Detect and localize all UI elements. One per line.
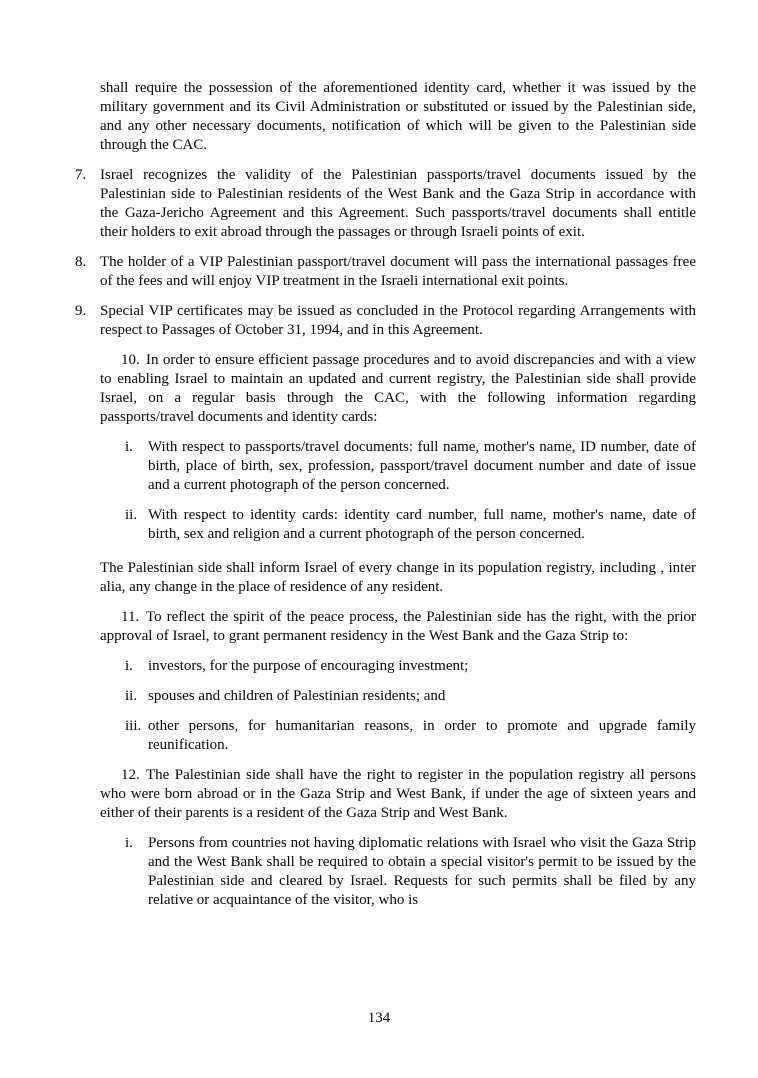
sub-item-number: ii.	[125, 688, 138, 704]
item-text: The holder of a VIP Palestinian passport/travel document will pass the international passages free of the fees and will enjoy VIP treatment in the Israeli international exit points.	[100, 254, 696, 289]
sub-item-text: Persons from countries not having diplomatic relations with Israel who visit the Gaza Strip and the West Bank shall be required to obtain a special visitor's permit to be issued by the Palestinian side and cleared by Israel. Requests for such permits shall be filed by any relative or acquaintance of the visitor, who is	[148, 835, 696, 908]
sub-item-number: ii.	[125, 507, 138, 523]
item-text: In order to ensure efficient passage procedures and to avoid discrepancies and with a view to enabling Israel to maintain an updated and current registry, the Palestinian side shall provide Israel, on a regular basis through the CAC, with the following information regarding passports/travel documents and identity cards:	[100, 352, 696, 425]
numbered-item-10	[100, 351, 696, 427]
paragraph-continuation: shall require the possession of the aforementioned identity card, whether it was issued by the military government and its Civil Administration or substituted or issued by the Palestinian side, and any other necessary documents, notification of which will be given to the Palestinian side through the CAC.	[100, 80, 696, 153]
sub-item-text: other persons, for humanitarian reasons, in order to promote and upgrade family reunification.	[148, 718, 696, 753]
numbered-item-8	[75, 253, 696, 291]
numbered-item-7	[75, 166, 696, 242]
item-number: 9.	[75, 303, 87, 319]
sub-item-number: i.	[125, 835, 133, 851]
sub-item-text: With respect to passports/travel documents: full name, mother's name, ID number, date of birth, place of birth, sex, profession, passport/travel document number and date of issue and a current photograph of the person concerned.	[148, 439, 696, 493]
sub-item-11-ii	[125, 687, 696, 706]
page-number: 134	[367, 1010, 391, 1026]
sub-item-number: i.	[125, 658, 133, 674]
sub-item-text: investors, for the purpose of encouraging investment;	[148, 658, 469, 674]
item-number: 8.	[75, 254, 87, 270]
sub-item-text: With respect to identity cards: identity card number, full name, mother's name, date of birth, sex and religion and a current photograph of the person concerned.	[148, 507, 696, 542]
item-text: The Palestinian side shall have the right to register in the population registry all persons who were born abroad or in the Gaza Strip and West Bank, if under the age of sixteen years and either of their parents is a resident of the Gaza Strip and West Bank.	[100, 767, 696, 821]
numbered-item-11	[100, 608, 696, 646]
sub-item-number: iii.	[125, 718, 142, 734]
sub-item-11-iii	[125, 717, 696, 755]
numbered-item-9	[75, 302, 696, 340]
item-number: 10.	[121, 352, 140, 368]
item-number: 12.	[121, 767, 140, 783]
sub-item-10-ii	[125, 506, 696, 544]
item-number: 7.	[75, 167, 87, 183]
numbered-item-12	[100, 766, 696, 823]
sub-item-10-i	[125, 438, 696, 495]
sub-item-number: i.	[125, 439, 133, 455]
item-text: Special VIP certificates may be issued as concluded in the Protocol regarding Arrangements with respect to Passages of October 31, 1994, and in this Agreement.	[100, 303, 696, 338]
item-text: Israel recognizes the validity of the Palestinian passports/travel documents issued by the Palestinian side to Palestinian residents of the West Bank and the Gaza Strip in accordance with the Gaza-Jericho Agreement and this Agreement. Such passports/travel documents shall entitle their holders to exit abroad through the passages or through Israeli points of exit.	[100, 167, 696, 240]
sub-item-11-i	[125, 657, 696, 676]
sub-item-text: spouses and children of Palestinian residents; and	[148, 688, 446, 704]
item-text: To reflect the spirit of the peace process, the Palestinian side has the right, with the prior approval of Israel, to grant permanent residency in the West Bank and the Gaza Strip to:	[100, 609, 696, 644]
item-number: 11.	[121, 609, 140, 625]
sub-item-12-i	[125, 834, 696, 910]
paragraph-population-registry: The Palestinian side shall inform Israel of every change in its population registry, including , inter alia, any change in the place of residence of any resident.	[100, 560, 696, 595]
